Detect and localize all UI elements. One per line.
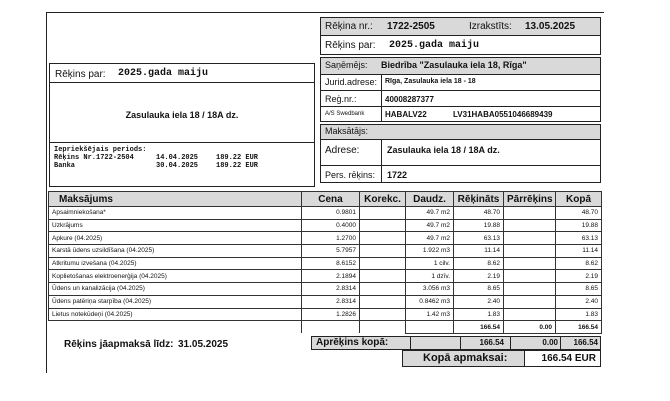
table-row (49, 245, 602, 258)
cell-recalc (504, 283, 556, 296)
sum-billed: 166.54 (454, 321, 504, 334)
previous-row-label: Banka (54, 162, 76, 170)
iban: LV31HABA0551046689439 (453, 110, 553, 119)
cell-price: 8.6152 (302, 257, 360, 270)
col-header: Rēķināts (454, 192, 504, 207)
cell-price: 2.8314 (302, 283, 360, 296)
cell-corr (360, 308, 406, 321)
cell-total: 48.70 (556, 207, 602, 220)
cell-corr (360, 232, 406, 245)
payer-address: Zasulauka iela 18 / 18A dz. (387, 145, 500, 155)
cell-qty: 1 cilv. (406, 257, 454, 270)
cell-name: Atkritumu izvešana (04.2025) (49, 257, 302, 270)
cell-total: 19.88 (556, 219, 602, 232)
cell-billed: 2.19 (454, 270, 504, 283)
issued-label: Izrakstīts: (469, 21, 512, 32)
cell-name: Ūdens patēriņa starpība (04.2025) (49, 295, 302, 308)
cell-name: Apsaimniekošana* (49, 207, 302, 220)
cell-recalc (504, 245, 556, 258)
cell-corr (360, 283, 406, 296)
cell-price: 0.4000 (302, 219, 360, 232)
swift: HABALV22 (385, 110, 427, 119)
cell-recalc (504, 207, 556, 220)
cell-corr (360, 207, 406, 220)
cell-name: Lietus notekūdeņi (04.2025) (49, 308, 302, 321)
left-address: Zasulauka iela 18 / 18A dz. (125, 110, 239, 120)
cell-total: 8.65 (556, 283, 602, 296)
cell-billed: 19.88 (454, 219, 504, 232)
cell-name: Karstā ūdens uzsildīšana (04.2025) (49, 245, 302, 258)
col-header: Cena (302, 192, 360, 207)
legal-address: Rīga, Zasulauka iela 18 - 18 (385, 78, 476, 85)
cell-recalc (504, 232, 556, 245)
recipient-block (320, 57, 601, 122)
cell-name: Koplietošanas elektroenerģija (04.2025) (49, 270, 302, 283)
due-label: Rēķins jāapmaksā līdz: (64, 339, 174, 350)
bank-label: A/S Swedbank (325, 111, 365, 117)
recipient-label: Saņēmējs: (325, 60, 368, 70)
col-header: Daudz. (406, 192, 454, 207)
cell-billed: 8.65 (454, 283, 504, 296)
cell-price: 0.9801 (302, 207, 360, 220)
table-row (49, 308, 602, 321)
table-sum-row (49, 321, 602, 334)
cell-qty: 1.42 m3 (406, 308, 454, 321)
previous-row-label: Rēķins Nr.1722-2504 (54, 154, 134, 162)
table-row (49, 283, 602, 296)
cell-name: Ūdens un kanalizācija (04.2025) (49, 283, 302, 296)
cell-recalc (504, 219, 556, 232)
table-row (49, 295, 602, 308)
cell-qty: 1 dzīv. (406, 270, 454, 283)
previous-row-amount: 189.22 EUR (216, 154, 259, 162)
reg-label: Reģ.nr.: (325, 94, 357, 104)
account-label: Pers. rēķins: (325, 170, 376, 180)
cell-billed: 2.40 (454, 295, 504, 308)
payer-block (320, 124, 601, 183)
table-row (49, 207, 602, 220)
previous-row-date: 14.04.2025 (156, 154, 199, 162)
total-label: Aprēķins kopā: (316, 337, 389, 348)
cell-billed: 8.62 (454, 257, 504, 270)
cell-qty: 49.7 m2 (406, 232, 454, 245)
legal-address-label: Jurid.adrese: (325, 77, 378, 87)
reg-number: 40008287377 (385, 95, 434, 104)
previous-row-date: 30.04.2025 (156, 162, 199, 170)
table-row (49, 232, 602, 245)
cell-corr (360, 270, 406, 283)
invoice-for-row (320, 36, 601, 55)
left-for-label: Rēķins par: (55, 69, 106, 80)
sum-recalc: 0.00 (504, 321, 556, 334)
cell-billed: 63.13 (454, 232, 504, 245)
due-date: 31.05.2025 (178, 339, 229, 350)
cell-total: 2.40 (556, 295, 602, 308)
invoice-for-value: 2025.gada maiju (389, 40, 480, 51)
previous-row-amount: 189.22 EUR (216, 162, 259, 170)
cell-qty: 3.056 m3 (406, 283, 454, 296)
cell-total: 2.19 (556, 270, 602, 283)
invoice-for-label: Rēķins par: (325, 40, 376, 51)
cell-total: 63.13 (556, 232, 602, 245)
left-for-value: 2025.gada maiju (118, 68, 209, 79)
table-row (49, 257, 602, 270)
items-table (48, 191, 602, 334)
total-recalc: 0.00 (542, 338, 558, 347)
cell-name: Uzkrājums (49, 219, 302, 232)
issued-date: 13.05.2025 (525, 21, 576, 32)
cell-total: 11.14 (556, 245, 602, 258)
recipient-name: Biedrība "Zasulauka iela 18, Rīga" (381, 60, 527, 70)
pay-label: Kopā apmaksai: (423, 352, 508, 364)
cell-recalc (504, 257, 556, 270)
cell-price: 2.1894 (302, 270, 360, 283)
col-header: Maksājums (49, 192, 302, 207)
cell-total: 1.83 (556, 308, 602, 321)
invoice-number: 1722-2505 (387, 21, 435, 32)
cell-qty: 1.922 m3 (406, 245, 454, 258)
cell-recalc (504, 308, 556, 321)
left-summary-box (49, 63, 315, 187)
col-header: Korekc. (360, 192, 406, 207)
cell-corr (360, 245, 406, 258)
cell-qty: 49.7 m2 (406, 207, 454, 220)
account-number: 1722 (387, 170, 408, 180)
cell-price: 1.2700 (302, 232, 360, 245)
table-row (49, 270, 602, 283)
pay-row (402, 350, 601, 367)
cell-billed: 11.14 (454, 245, 504, 258)
cell-billed: 1.83 (454, 308, 504, 321)
col-header: Kopā (556, 192, 602, 207)
cell-corr (360, 219, 406, 232)
cell-recalc (504, 270, 556, 283)
table-row (49, 219, 602, 232)
total-billed: 166.54 (479, 338, 504, 347)
previous-period-title: Iepriekšējais periods: (54, 146, 147, 154)
total-row (311, 336, 601, 350)
cell-recalc (504, 295, 556, 308)
cell-corr (360, 257, 406, 270)
cell-price: 1.2826 (302, 308, 360, 321)
table-header-row (49, 192, 602, 207)
cell-corr (360, 295, 406, 308)
cell-total: 8.62 (556, 257, 602, 270)
total-total: 166.54 (573, 338, 598, 347)
col-header: Pārrēķins (504, 192, 556, 207)
sum-total: 166.54 (556, 321, 602, 334)
pay-amount: 166.54 EUR (541, 353, 596, 364)
cell-name: Apkure (04.2025) (49, 232, 302, 245)
cell-qty: 49.7 m2 (406, 219, 454, 232)
invoice-number-row (320, 17, 601, 36)
cell-price: 2.8314 (302, 295, 360, 308)
cell-price: 5.7957 (302, 245, 360, 258)
cell-billed: 48.70 (454, 207, 504, 220)
cell-qty: 0.8462 m3 (406, 295, 454, 308)
payer-address-label: Adrese: (325, 145, 360, 156)
payer-label: Maksātājs: (325, 126, 369, 136)
invoice-number-label: Rēķina nr.: (325, 21, 373, 32)
